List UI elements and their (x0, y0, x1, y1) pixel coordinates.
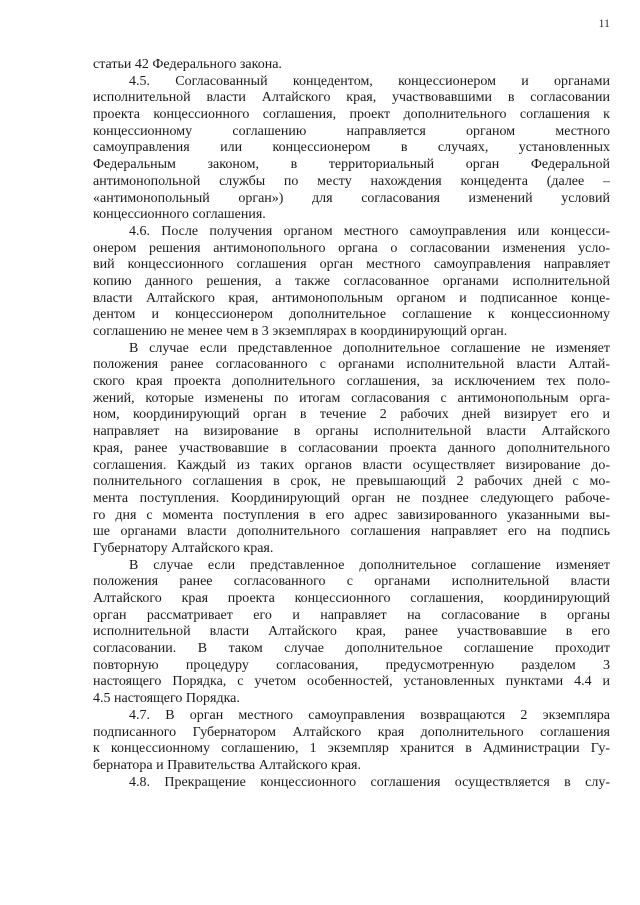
text-line: концессионному соглашению направляется органом местного (93, 123, 610, 139)
paragraph (93, 775, 610, 792)
text-line: настоящего Порядка, с учетом особенностей, установленных пунктами 4.4 и (93, 674, 610, 690)
text-line: повторную процедуру согласования, предусмотренную разделом 3 (93, 657, 610, 673)
text-line: 4.5 настоящего Порядка. (93, 691, 240, 707)
document-body (93, 57, 610, 791)
text-line: соглашению не менее чем в 3 экземплярах в координирующий орган. (93, 324, 508, 339)
text-line: ном, координирующий орган в течение 2 рабочих дней визирует его и (93, 407, 610, 423)
text-line: Алтайского края проекта концессионного соглашения, координирующий (93, 591, 610, 606)
text-line: края, ранее участвовавшие в согласовании проекта данного дополнительного (93, 440, 610, 456)
text-line: ше органами власти дополнительного соглашения направляет его на подпись (93, 524, 610, 540)
text-line: исполнительной власти Алтайского края, ранее участвовавшие в его (93, 624, 610, 640)
paragraph (93, 74, 610, 224)
text-line: бернатора и Правительства Алтайского края. (93, 757, 361, 773)
page-number: 11 (598, 16, 610, 30)
text-line: антимонопольной службы по месту нахождения концедента (далее – (93, 173, 610, 189)
text-line: В случае если представленное дополнительное соглашение изменяет (129, 557, 610, 573)
text-line: 4.6. После получения органом местного самоуправления или концесси- (129, 223, 610, 239)
text-line: власти Алтайского края, антимонопольным органом и подписанное конце- (93, 290, 610, 306)
text-line: 4.7. В орган местного самоуправления возвращаются 2 экземпляра (129, 707, 610, 723)
text-line: копию данного решения, а также согласованное органами исполнительной (93, 273, 610, 289)
text-line: Губернатору Алтайского края. (93, 540, 274, 556)
text-line: исполнительной власти Алтайского края, участвовавшими в согласовании (93, 90, 610, 106)
text-line: полнительного соглашения в срок, не превышающий 2 рабочих дней с мо- (93, 474, 610, 490)
text-line: «антимонопольный орган») для согласования изменений условий (93, 190, 610, 206)
text-line: подписанного Губернатором Алтайского края дополнительного соглашения (93, 724, 610, 740)
text-line: статьи 42 Федерального закона. (93, 57, 282, 72)
text-line: 4.8. Прекращение концессионного соглашения осуществляется в слу- (129, 774, 610, 790)
paragraph (93, 224, 610, 341)
text-line: положения ранее согласованного с органами исполнительной власти Алтай- (93, 357, 610, 373)
paragraph (93, 57, 610, 74)
text-line: орган рассматривает его и направляет на согласование в органы (93, 607, 610, 623)
text-line: мента поступления. Координирующий орган не позднее следующего рабоче- (93, 490, 610, 506)
text-line: самоуправления или концессионером в случаях, установленных (93, 140, 610, 156)
text-line: концессионного соглашения. (93, 207, 266, 223)
text-line: В случае если представленное дополнительное соглашение не изменяет (129, 340, 610, 356)
text-line: онером решения антимонопольного органа о согласовании изменения усло- (93, 240, 610, 256)
paragraph (93, 708, 610, 775)
text-line: соглашения. Каждый из таких органов власти осуществляет визирование до- (93, 457, 610, 473)
text-line: Федеральным законом, в территориальный орган Федеральной (93, 157, 610, 173)
text-line: го дня с момента поступления в его адрес завизированного указанными вы- (93, 507, 610, 523)
text-line: ского края проекта дополнительного соглашения, за исключением тех поло- (93, 374, 610, 390)
text-line: положения ранее согласованного с органами исполнительной власти (93, 574, 610, 590)
paragraph (93, 558, 610, 708)
text-line: согласовании. В таком случае дополнительное соглашение проходит (93, 641, 610, 657)
text-line: направляет на визирование в органы исполнительной власти Алтайского (93, 424, 610, 440)
text-line: вий концессионного соглашения орган местного самоуправления направляет (93, 257, 610, 273)
text-line: 4.5. Согласованный концедентом, концессионером и органами (129, 73, 610, 89)
paragraph (93, 341, 610, 558)
text-line: проекта концессионного соглашения, проект дополнительного соглашения к (93, 107, 610, 123)
text-line: к концессионному соглашению, 1 экземпляр хранится в Администрации Гу- (93, 741, 610, 757)
text-line: жений, которые изменены по итогам согласования с антимонопольным орга- (93, 390, 610, 406)
text-line: дентом и концессионером дополнительное соглашение к концессионному (93, 307, 610, 323)
